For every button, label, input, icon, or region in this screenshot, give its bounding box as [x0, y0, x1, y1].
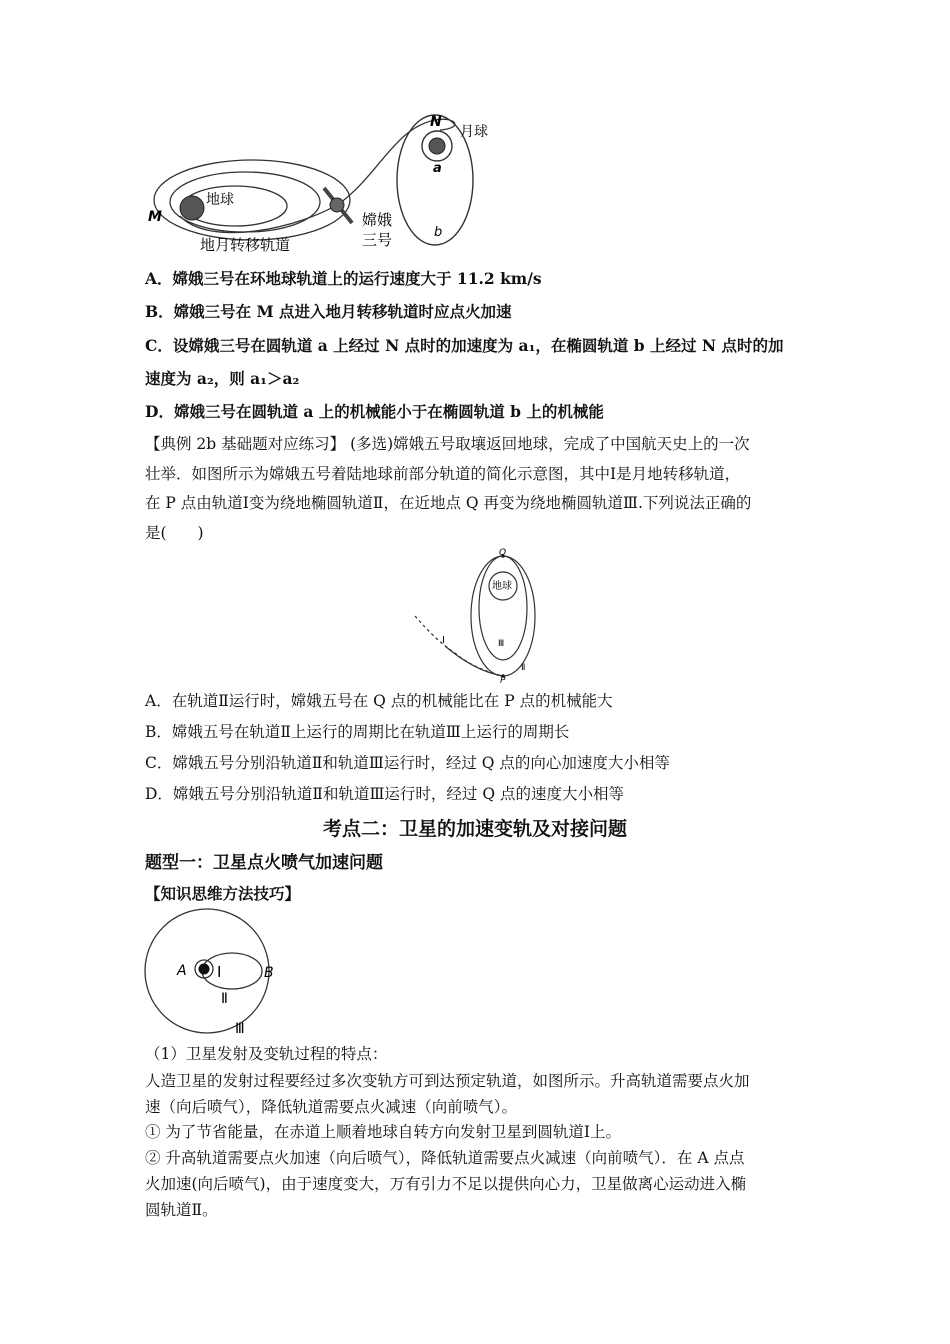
figure-earth-moon-transfer: [140, 108, 520, 258]
q2-stem-line-4: 是( ): [145, 524, 204, 542]
fig1-label-ce3-1: 嫦娥: [362, 211, 393, 229]
q2-option-d: D．嫦娥五号分别沿轨道Ⅱ和轨道Ⅲ运行时，经过 Q 点的速度大小相等: [145, 785, 624, 803]
fig2-label-Q: Q: [499, 548, 507, 558]
fig2-label-P: P: [500, 676, 506, 683]
figure-change5-orbits: [405, 548, 545, 683]
q1-option-b: B．嫦娥三号在 M 点进入地月转移轨道时应点火加速: [145, 302, 512, 321]
fig1-label-b: b: [434, 225, 443, 240]
note-line-2: 人造卫星的发射过程要经过多次变轨方可到达预定轨道，如图所示。升高轨道需要点火加: [145, 1072, 750, 1090]
q1-option-a: A．嫦娥三号在环地球轨道上的运行速度大于 11.2 km/s: [145, 269, 542, 288]
fig2-label-II: Ⅱ: [521, 663, 526, 673]
q2-option-c: C．嫦娥五号分别沿轨道Ⅱ和轨道Ⅲ运行时，经过 Q 点的向心加速度大小相等: [145, 754, 670, 772]
fig1-label-transfer: 地月转移轨道: [200, 236, 291, 254]
q2-option-b: B．嫦娥五号在轨道Ⅱ上运行的周期比在轨道Ⅲ上运行的周期长: [145, 723, 570, 741]
q2-stem-line-3: 在 P 点由轨道Ⅰ变为绕地椭圆轨道Ⅱ，在近地点 Q 再变为绕地椭圆轨道Ⅲ.下列说法正确的: [145, 494, 752, 512]
fig1-label-a: a: [433, 161, 442, 176]
q2-option-a: A．在轨道Ⅱ运行时，嫦娥五号在 Q 点的机械能比在 P 点的机械能大: [145, 692, 613, 710]
fig1-label-N: N: [430, 114, 442, 130]
note-line-6: 火加速(向后喷气)，由于速度变大，万有引力不足以提供向心力，卫星做离心运动进入椭: [145, 1175, 747, 1193]
q1-option-d: D．嫦娥三号在圆轨道 a 上的机械能小于在椭圆轨道 b 上的机械能: [145, 402, 604, 421]
figure-orbit-transfer: [140, 905, 290, 1040]
fig3-label-A: A: [177, 963, 187, 979]
note-line-7: 圆轨道Ⅱ。: [145, 1201, 218, 1219]
fig3-label-I: Ⅰ: [217, 963, 222, 981]
fig1-label-ce3-2: 三号: [362, 231, 393, 249]
note-line-5: ② 升高轨道需要点火加速（向后喷气），降低轨道需要点火减速（向前喷气）．在 A 点点: [145, 1149, 745, 1167]
q2-stem-line-1: 【典例 2b 基础题对应练习】 (多选)嫦娥五号取壤返回地球，完成了中国航天史上的一次: [145, 435, 750, 453]
fig2-label-I: Ⅰ: [442, 635, 445, 646]
fig3-label-III: Ⅲ: [235, 1021, 245, 1037]
section-title: 考点二：卫星的加速变轨及对接问题: [322, 818, 627, 840]
fig2-label-III: Ⅲ: [498, 639, 505, 649]
fig1-label-earth: 地球: [206, 192, 234, 208]
type-title: 题型一：卫星点火喷气加速问题: [145, 853, 383, 873]
fig2-label-earth: 地球: [492, 581, 512, 592]
fig1-label-M: M: [148, 209, 162, 225]
fig3-label-II: Ⅱ: [221, 991, 228, 1007]
fig3-label-B: B: [264, 965, 274, 981]
q1-option-c-cont: 速度为 a₂，则 a₁＞a₂: [145, 369, 300, 388]
q1-option-c: C．设嫦娥三号在圆轨道 a 上经过 N 点时的加速度为 a₁，在椭圆轨道 b 上经过 N 点时的加: [145, 336, 784, 355]
fig1-label-moon: 月球: [460, 124, 488, 140]
note-line-1: （1）卫星发射及变轨过程的特点：: [145, 1045, 388, 1063]
note-line-3: 速（向后喷气），降低轨道需要点火减速（向前喷气）。: [145, 1098, 518, 1116]
q2-stem-line-2: 壮举．如图所示为嫦娥五号着陆地球前部分轨道的简化示意图，其中Ⅰ是月地转移轨道，: [145, 465, 741, 483]
method-title: 【知识思维方法技巧】: [145, 885, 301, 903]
note-line-4: ① 为了节省能量，在赤道上顺着地球自转方向发射卫星到圆轨道Ⅰ上。: [145, 1123, 622, 1141]
